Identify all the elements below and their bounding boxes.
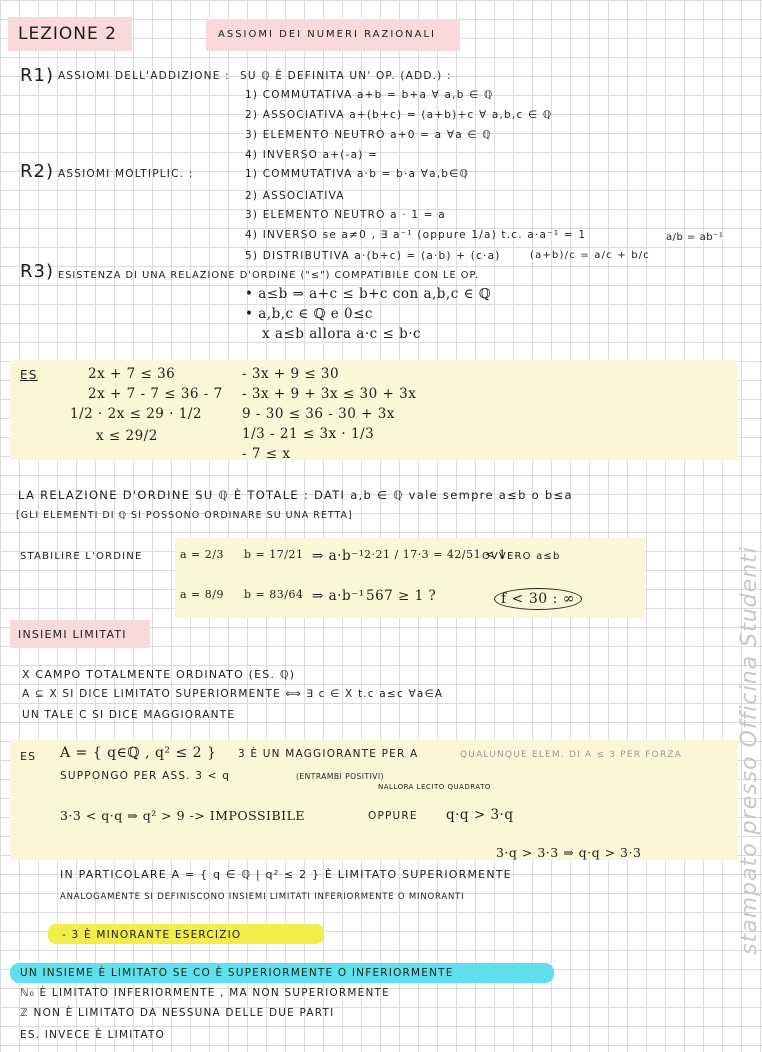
example-right-step: - 3x + 9 ≤ 30: [242, 366, 340, 382]
example-set: A = { q∈ℚ , q² ≤ 2 }: [60, 745, 217, 761]
r1-label: R1): [20, 65, 54, 86]
definition-z: ℤ NON È LIMITATO DA NESSUNA DELLE DUE PARTI: [20, 1007, 335, 1019]
example-right-step: - 3x + 9 + 3x ≤ 30 + 3x: [242, 386, 417, 402]
r2-item: 5) DISTRIBUTIVA a·(b+c) = (a·b) + (c·a): [245, 250, 501, 262]
r1-item: 4) INVERSO a+(-a) =: [245, 149, 379, 161]
r3-label: R3): [20, 261, 54, 282]
r1-name: ASSIOMI DELL'ADDIZIONE :: [58, 70, 230, 82]
definition-main: UN INSIEME È LIMITATO SE CO È SUPERIORMENTE O INFERIORMENTE: [20, 967, 454, 979]
order-label: STABILIRE L'ORDINE: [20, 551, 143, 562]
r1-item: 3) ELEMENTO NEUTRO a+0 = a ∀a ∈ ℚ: [245, 129, 492, 141]
example-left-step: 2x + 7 ≤ 36: [88, 366, 176, 382]
example-right-step: 1/3 - 21 ≤ 3x · 1/3: [242, 426, 375, 442]
r2-label: R2): [20, 161, 54, 182]
r2-item: 4) INVERSO se a≠0 , ∃ a⁻¹ (oppure 1/a) t.c. a·a⁻¹ = 1: [245, 229, 587, 241]
watermark: stampato presso Officina Studenti: [736, 546, 762, 955]
definition-es: ES. INVECE È LIMITATO: [20, 1029, 165, 1041]
example-note: NALLORA LECITO QUADRATO: [378, 783, 491, 791]
example-right-step: - 7 ≤ x: [242, 446, 291, 462]
example-analog: ANALOGAMENTE SI DEFINISCONO INSIEMI LIMITATI INFERIORMENTE O MINORANTI: [60, 892, 465, 902]
r1-item: 1) COMMUTATIVA a+b = b+a ∀ a,b ∈ ℚ: [245, 89, 494, 101]
example-left-step: x ≤ 29/2: [96, 428, 158, 444]
r2-name: ASSIOMI MOLTIPLIC. :: [58, 168, 194, 180]
insiemi-line: A ⊆ X SI DICE LIMITATO SUPERIORMENTE ⟺ ∃ c ∈ X t.c a≤c ∀a∈A: [22, 688, 444, 700]
r2-item: 3) ELEMENTO NEUTRO a · 1 = a: [245, 209, 446, 221]
r3-name: ESISTENZA DI UNA RELAZIONE D'ORDINE ("≤") COMPATIBILE CON LE OP.: [58, 270, 479, 281]
example-conclusion: IN PARTICOLARE A = { q ∈ ℚ | q² ≤ 2 } È LIMITATO SUPERIORMENTE: [60, 868, 512, 881]
example-left-step: 1/2 · 2x ≤ 29 · 1/2: [70, 406, 202, 422]
insiemi-line: UN TALE C SI DICE MAGGIORANTE: [22, 709, 236, 721]
exercise-note: - 3 È MINORANTE ESERCIZIO: [62, 929, 242, 941]
r1-item: 2) ASSOCIATIVA a+(b+c) = (a+b)+c ∀ a,b,c ∈ ℚ: [245, 109, 553, 121]
order-cell: b = 83/64: [244, 588, 304, 601]
example-label: ES: [20, 750, 37, 763]
section-title: INSIEMI LIMITATI: [18, 628, 127, 641]
order-cell: OVVERO a≤b: [482, 551, 561, 562]
r2-distrib-extra: (a+b)/c = a/c + b/c: [530, 250, 651, 261]
r2-item: 2) ASSOCIATIVA: [245, 190, 345, 202]
order-cell: f < 30 : ∞: [494, 588, 582, 610]
definition-n0: ℕ₀ È LIMITATO INFERIORMENTE , MA NON SUPERIORMENTE: [20, 987, 390, 999]
r3-item: • a,b,c ∈ ℚ e 0≤c: [245, 306, 373, 322]
example-proof-alt: q·q > 3·q: [446, 807, 514, 823]
example-grey-note: QUALUNQUE ELEM. DI A ≤ 3 PER FORZA: [460, 750, 683, 760]
example-label: ES: [20, 368, 38, 382]
insiemi-line: X CAMPO TOTALMENTE ORDINATO (ES. ℚ): [22, 668, 296, 681]
total-order-line: LA RELAZIONE D'ORDINE SU ℚ È TOTALE : DATI a,b ∈ ℚ vale sempre a≤b o b≤a: [18, 488, 573, 502]
r2-side-note: a/b = ab⁻¹: [666, 232, 724, 243]
order-cell: ⇒ a·b⁻¹: [312, 548, 365, 564]
order-cell: a = 2/3: [180, 548, 224, 561]
example-proof-alt: 3·q > 3·3 ⇒ q·q > 3·3: [496, 845, 642, 860]
example-oppure: OPPURE: [368, 810, 418, 822]
example-suppose-note: (ENTRAMBI POSITIVI): [296, 772, 385, 781]
order-cell: a = 8/9: [180, 588, 224, 601]
total-order-note: [GLI ELEMENTI DI ℚ SI POSSONO ORDINARE SU UNA RETTA]: [16, 510, 353, 521]
order-cell: ⇒ a·b⁻¹: [312, 588, 365, 604]
example-left-step: 2x + 7 - 7 ≤ 36 - 7: [88, 386, 223, 402]
order-cell: 2·21 / 17·3 = 42/51 < 1: [364, 548, 507, 561]
example-claim: 3 È UN MAGGIORANTE PER A: [238, 748, 419, 760]
r3-item: x a≤b allora a·c ≤ b·c: [262, 326, 422, 342]
page-title: LEZIONE 2: [18, 24, 117, 44]
r2-item: 1) COMMUTATIVA a·b = b·a ∀a,b∈ℚ: [245, 168, 469, 180]
order-cell: b = 17/21: [244, 548, 304, 561]
example-proof: 3·3 < q·q ⇒ q² > 9 -> IMPOSSIBILE: [60, 808, 306, 823]
r1-intro: SU ℚ È DEFINITA UN' OP. (ADD.) :: [240, 70, 452, 82]
order-cell: 567 ≥ 1 ?: [366, 588, 437, 604]
example-suppose: SUPPONGO PER ASS. 3 < q: [60, 770, 231, 782]
page-subtitle: ASSIOMI DEI NUMERI RAZIONALI: [218, 29, 436, 40]
example-right-step: 9 - 30 ≤ 36 - 30 + 3x: [242, 406, 395, 422]
r3-item: • a≤b ⇒ a+c ≤ b+c con a,b,c ∈ ℚ: [245, 286, 492, 302]
